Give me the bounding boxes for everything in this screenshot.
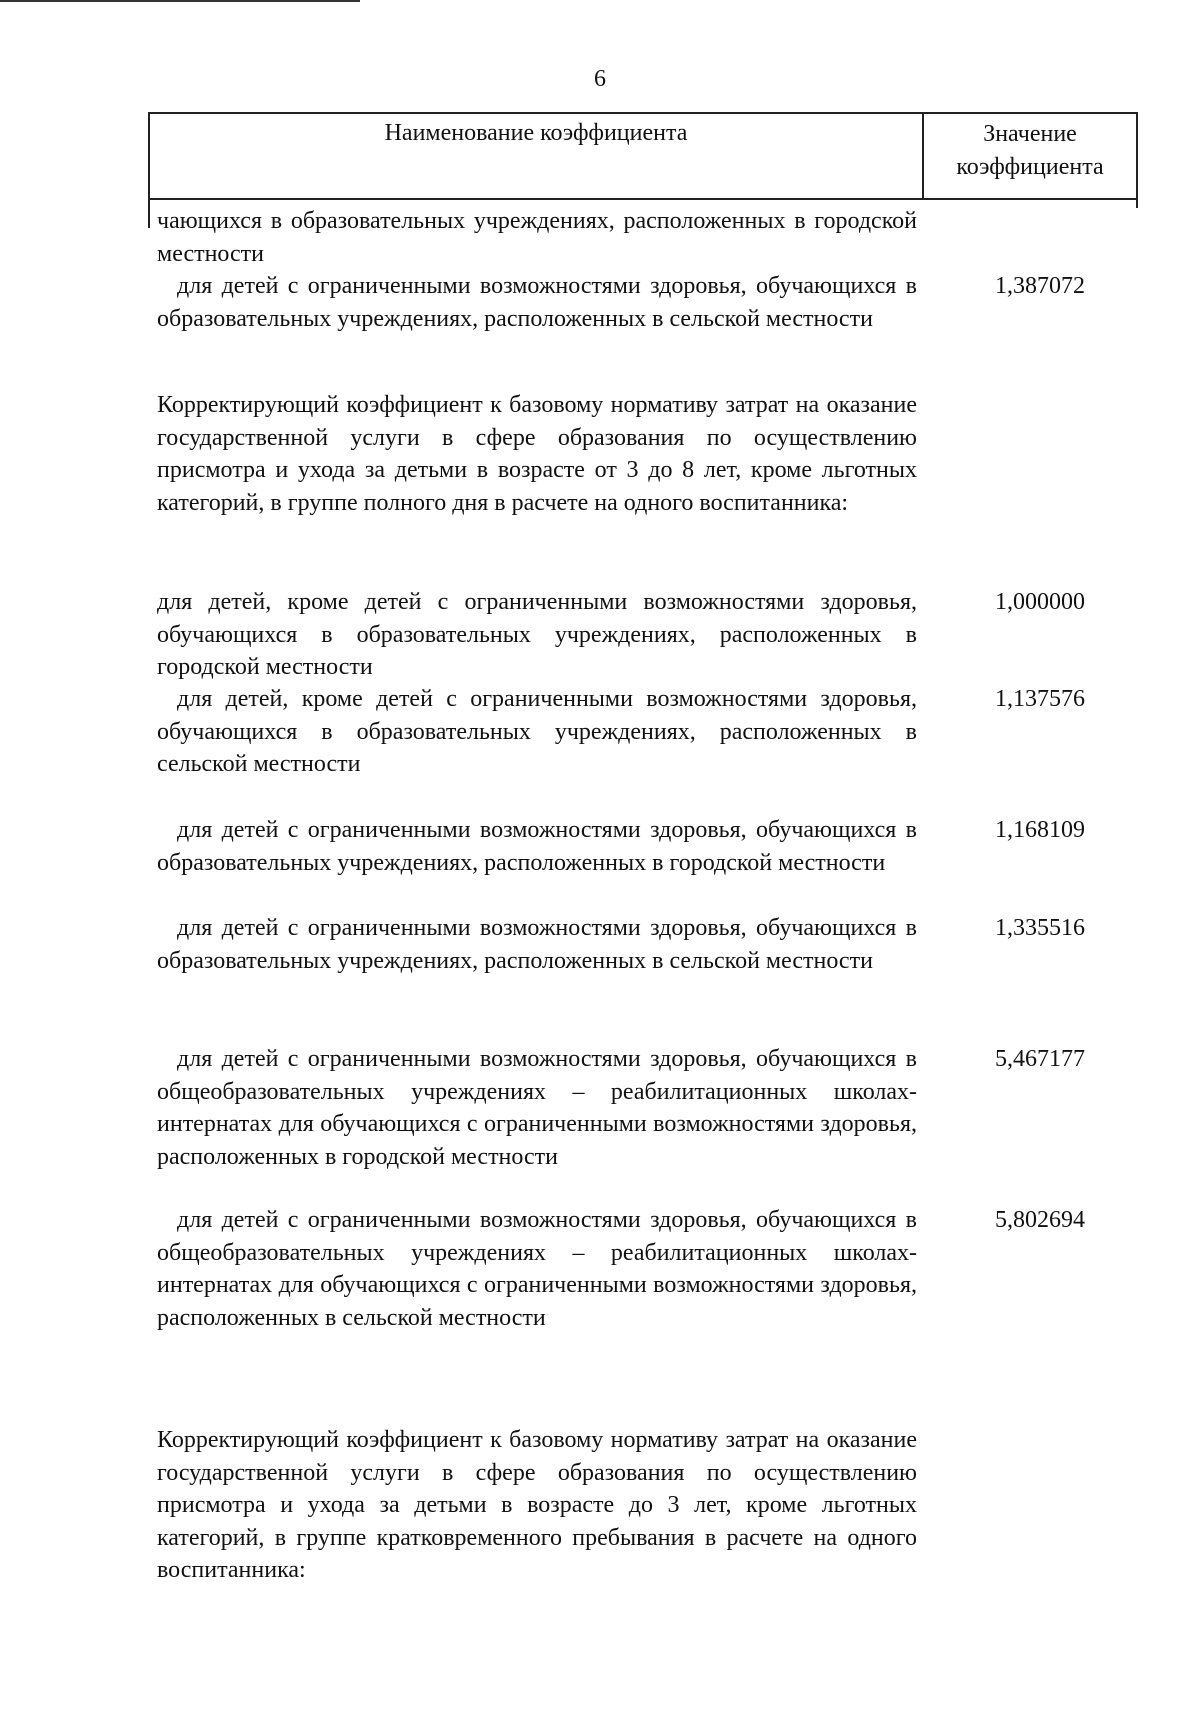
- row-value: 1,387072: [995, 273, 1085, 299]
- row-value: 1,335516: [995, 915, 1085, 941]
- row-value: 5,467177: [995, 1046, 1085, 1072]
- header-value-line2: коэффициента: [956, 154, 1104, 180]
- table-left-border: [148, 198, 150, 228]
- row-text: для детей с ограниченными возможностями здоровья, обучающихся в образовательных учреждениях, расположенных в сельской местности: [157, 915, 917, 974]
- row-value: 1,137576: [995, 686, 1085, 712]
- row-text: для детей с ограниченными возможностями здоровья, обучающихся в образовательных учреждениях, расположенных в городской местности: [157, 817, 917, 876]
- header-name-column: Наименование коэффициента: [150, 114, 924, 198]
- scan-artifact-line: [0, 0, 360, 2]
- row-text: для детей, кроме детей с ограниченными возможностями здоровья, обучающихся в образовательных учреждениях, расположенных в городской местности: [157, 589, 917, 680]
- section-heading-text: Корректирующий коэффициент к базовому нормативу затрат на оказание государственной услуги в сфере образования по осуществлению присмотра и ухода за детьми в возрасте до 3 лет, кроме льготных категорий, в группе кратковременного пребывания в расчете на одного воспитанника:: [157, 1427, 917, 1583]
- page-number: 6: [594, 66, 606, 92]
- section-heading-text: Корректирующий коэффициент к базовому нормативу затрат на оказание государственной услуги в сфере образования по осуществлению присмотра и ухода за детьми в возрасте от 3 до 8 лет, кроме льготных категорий, в группе полного дня в расчете на одного воспитанника:: [157, 392, 917, 516]
- row-value: 1,000000: [995, 589, 1085, 615]
- row-continued-text: чающихся в образовательных учреждениях, расположенных в городской местности: [157, 208, 917, 267]
- table-right-border: [1136, 198, 1138, 208]
- row-text: для детей, кроме детей с ограниченными возможностями здоровья, обучающихся в образовательных учреждениях, расположенных в сельской местности: [157, 686, 917, 777]
- header-value-column: [924, 114, 1136, 202]
- row-text: для детей с ограниченными возможностями здоровья, обучающихся в образовательных учреждениях, расположенных в сельской местности: [157, 273, 917, 332]
- table-header: [148, 112, 1138, 200]
- row-value: 1,168109: [995, 817, 1085, 843]
- row-value: 5,802694: [995, 1207, 1085, 1233]
- row-text: для детей с ограниченными возможностями здоровья, обучающихся в общеобразовательных учреждениях – реабилитационных школах-интернатах для обучающихся с ограниченными возможностями здоровья, расположенных в сельской местности: [157, 1207, 917, 1331]
- header-value-line1: Значение: [983, 121, 1077, 147]
- row-text: для детей с ограниченными возможностями здоровья, обучающихся в общеобразовательных учреждениях – реабилитационных школах-интернатах для обучающихся с ограниченными возможностями здоровья, расположенных в городской местности: [157, 1046, 917, 1170]
